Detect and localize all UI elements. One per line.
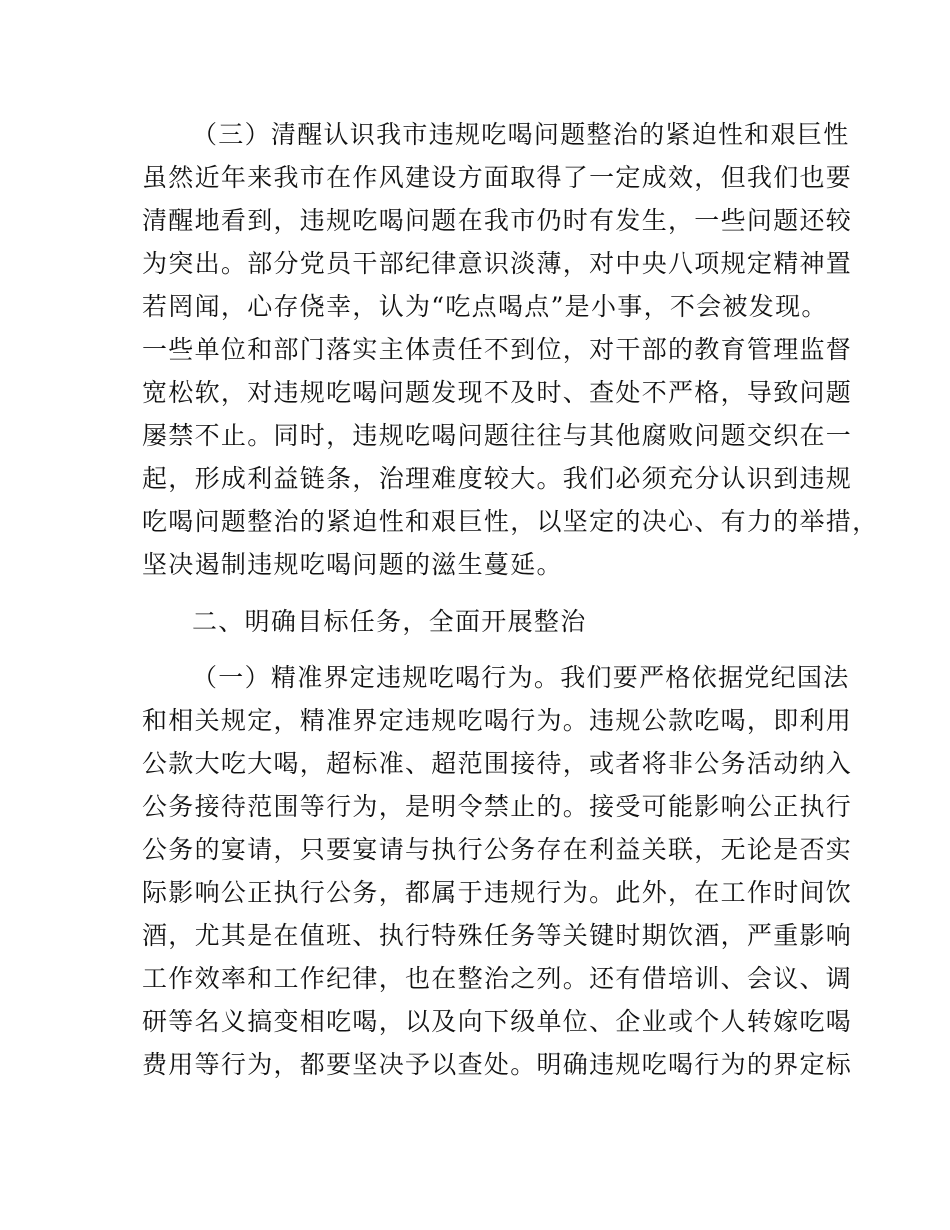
paragraph-line: 吃喝问题整治的紧迫性和艰巨性，以坚定的决心、有力的举措， bbox=[142, 507, 879, 536]
paragraph-line: 屡禁不止。同时，违规吃喝问题往往与其他腐败问题交织在一 bbox=[142, 421, 853, 450]
paragraph-line: 工作效率和工作纪律，也在整治之列。还有借培训、会议、调 bbox=[142, 964, 853, 993]
paragraph-line: 起，形成利益链条，治理难度较大。我们必须充分认识到违规 bbox=[142, 464, 853, 493]
paragraph-line: 费用等行为，都要坚决予以查处。明确违规吃喝行为的界定标 bbox=[142, 1050, 853, 1079]
paragraph-line: 为突出。部分党员干部纪律意识淡薄，对中央八项规定精神置 bbox=[142, 249, 853, 278]
paragraph-line: 若罔闻，心存侥幸，认为“吃点喝点”是小事，不会被发现。 bbox=[142, 292, 828, 321]
paragraph-line: 研等名义搞变相吃喝，以及向下级单位、企业或个人转嫁吃喝 bbox=[142, 1007, 853, 1036]
paragraph-line: 酒，尤其是在值班、执行特殊任务等关键时期饮酒，严重影响 bbox=[142, 921, 853, 950]
paragraph-line: 宽松软，对违规吃喝问题发现不及时、查处不严格，导致问题 bbox=[142, 378, 853, 407]
paragraph-line: 一些单位和部门落实主体责任不到位，对干部的教育管理监督 bbox=[142, 335, 853, 364]
paragraph-line: 和相关规定，精准界定违规吃喝行为。违规公款吃喝，即利用 bbox=[142, 706, 853, 735]
paragraph-line: 清醒地看到，违规吃喝问题在我市仍时有发生，一些问题还较 bbox=[142, 206, 853, 235]
paragraph-line: 际影响公正执行公务，都属于违规行为。此外，在工作时间饮 bbox=[142, 878, 853, 907]
paragraph-line: 公务接待范围等行为，是明令禁止的。接受可能影响公正执行 bbox=[142, 792, 853, 821]
paragraph-line: 公款大吃大喝，超标准、超范围接待，或者将非公务活动纳入 bbox=[142, 749, 853, 778]
paragraph-first-line: （一）精准界定违规吃喝行为。我们要严格依据党纪国法 bbox=[192, 663, 850, 692]
paragraph-line: 虽然近年来我市在作风建设方面取得了一定成效，但我们也要 bbox=[142, 163, 853, 192]
section-heading-3: （三）清醒认识我市违规吃喝问题整治的紧迫性和艰巨性 bbox=[192, 120, 850, 149]
paragraph-line: 坚决遏制违规吃喝问题的滋生蔓延。 bbox=[142, 550, 563, 579]
paragraph-line: 公务的宴请，只要宴请与执行公务存在利益关联，无论是否实 bbox=[142, 835, 853, 864]
section-heading-2: 二、明确目标任务，全面开展整治 bbox=[192, 607, 587, 636]
